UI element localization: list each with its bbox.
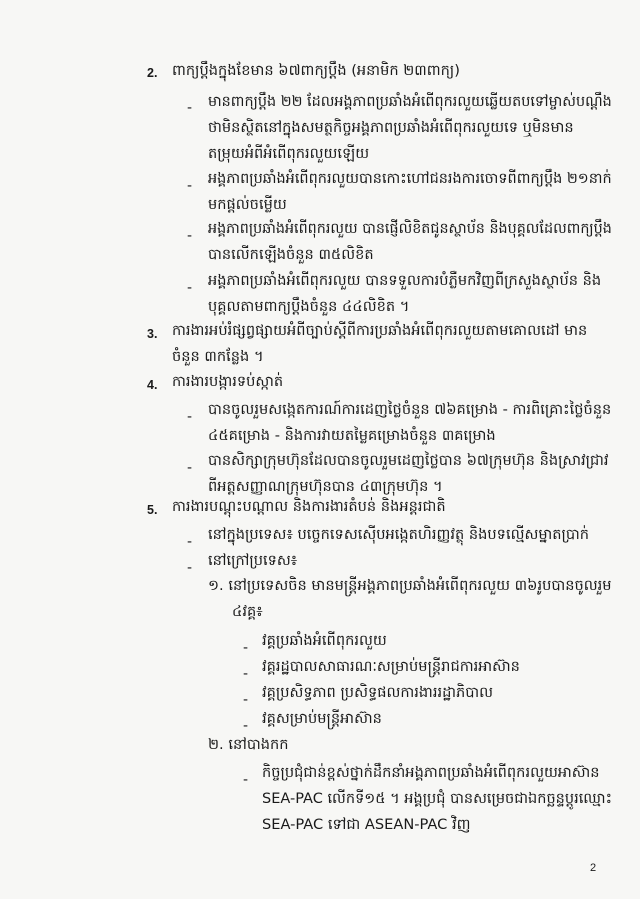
s2-bullet-1-line-2: ថាមិនស្ថិតនៅក្នុងសមត្ថកិច្ចអង្គភាពប្រឆាំងអំពើពុករលួយទេ ឬមិនមាន (208, 119, 574, 136)
bullet-dash: - (243, 692, 249, 708)
s4-bullet-1-line-2: ៤៥គម្រោង - និងការវាយតម្លៃគម្រោងចំនួន ៣គម្រោង (208, 427, 496, 444)
s2-bullet-2-line-1: អង្គភាពប្រឆាំងអំពើពុករលួយបានកោះហៅជនរងការចោទពីពាក្យប្តឹង ២១នាក់ (208, 170, 612, 187)
course-4: វគ្គសម្រាប់មន្ត្រីអាស៊ាន (262, 710, 382, 727)
s2-bullet-2-line-2: មកផ្តល់ចម្លើយ (208, 196, 287, 213)
bullet-dash: - (187, 460, 193, 476)
s4-bullet-1-line-1: បានចូលរួមសង្កេតការណ៍ការដេញថ្លៃចំនួន ៧៦គម្រោង - ការពិគ្រោះថ្លៃចំនួន (208, 401, 612, 418)
section-number-5: 5. (147, 503, 158, 517)
s5-bullet-abroad: នៅក្រៅប្រទេស៖ (208, 552, 298, 569)
s5-bullet-domestic: នៅក្នុងប្រទេស៖ បច្ចេកទេសស៊ើបអង្កេតហិរញ្ញវត្ថុ និងបទល្មើសម្នាតប្រាក់ (208, 526, 590, 543)
s2-bullet-3-line-2: បានលើកឡើងចំនួន ៣៥លិខិត (208, 246, 374, 263)
course-2: វគ្គរដ្ឋបាលសាធារណៈសម្រាប់មន្ត្រីរាជការអាស៊ាន (262, 658, 520, 675)
s2-bullet-3-line-1: អង្គភាពប្រឆាំងអំពើពុករលួយ បានផ្ញើលិខិតជូនស្ថាប័ន និងបុគ្គលដែលពាក្យប្តឹង (208, 220, 612, 237)
section-number-3: 3. (147, 327, 158, 341)
sub2-bullet-line-3: SEA-PAC ទៅជា ASEAN-PAC វិញ (262, 816, 471, 833)
s2-bullet-1-line-3: តម្រុយអំពីអំពើពុករលួយឡើយ (208, 145, 370, 162)
bullet-dash: - (187, 178, 193, 194)
bullet-dash: - (243, 772, 249, 788)
section-heading-2: ពាក្យប្តឹងក្នុងខែមាន ៦៧ពាក្យប្តឹង (អនាមិក ២៣ពាក្យ) (172, 62, 460, 79)
section-heading-3-line-2: ចំនួន ៣កន្លែង ។ (172, 348, 264, 365)
section-heading-3-line-1: ការងារអប់រំផ្សព្វផ្សាយអំពីច្បាប់ស្តីពីការប្រឆាំងអំពើពុករលួយតាមគោលដៅ មាន (172, 322, 588, 339)
sub2-bullet-line-1: កិច្ចប្រជុំជាន់ខ្ពស់ថ្នាក់ដឹកនាំអង្គភាពប្រឆាំងអំពើពុករលួយអាស៊ាន (262, 764, 600, 781)
section-heading-5: ការងារបណ្តុះបណ្តាល និងការងារតំបន់ និងអន្តរជាតិ (172, 498, 446, 515)
s2-bullet-4-line-2: បុគ្គលតាមពាក្យប្តឹងចំនួន ៤៤លិខិត ។ (208, 298, 410, 315)
bullet-dash: - (187, 100, 193, 116)
bullet-dash: - (243, 718, 249, 734)
page-number: 2 (590, 862, 597, 874)
s4-bullet-2-line-1: បានសិក្សាក្រុមហ៊ុនដែលបានចូលរួមដេញថ្លៃបាន ៦៧ក្រុមហ៊ុន និងស្រាវជ្រាវ (208, 452, 609, 469)
section-number-2: 2. (147, 66, 158, 80)
course-3: វគ្គប្រសិទ្ធភាព ប្រសិទ្ធផលការងាររដ្ឋាភិបាល (262, 684, 494, 701)
sub1-line-1: ១. នៅប្រទេសចិន មានមន្ត្រីអង្គភាពប្រឆាំងអំពើពុករលួយ ៣៦រូបបានចូលរួម (208, 577, 612, 594)
section-heading-4: ការងារបង្ការទប់ស្កាត់ (172, 373, 284, 390)
sub2-bullet-line-2: SEA-PAC លើកទី១៥ ។ អង្គប្រជុំ បានសម្រេចជាឯកច្ឆន្ទប្តូរឈ្មោះ (262, 790, 612, 807)
s2-bullet-1-line-1: មានពាក្យប្តឹង ២២ ដែលអង្គភាពប្រឆាំងអំពើពុករលួយឆ្លើយតបទៅម្ចាស់បណ្តឹង (208, 93, 612, 110)
s4-bullet-2-line-2: ពីអត្តសញ្ញាណក្រុមហ៊ុនបាន ៤៣ក្រុមហ៊ុន ។ (208, 478, 443, 495)
bullet-dash: - (243, 666, 249, 682)
sub1-line-2: ៤វគ្គ៖ (232, 603, 263, 620)
sub2-label: ២. នៅបាងកក (208, 736, 289, 753)
bullet-dash: - (187, 560, 193, 576)
bullet-dash: - (187, 280, 193, 296)
bullet-dash: - (187, 409, 193, 425)
section-number-4: 4. (147, 378, 158, 392)
s2-bullet-4-line-1: អង្គភាពប្រឆាំងអំពើពុករលួយ បានទទួលការបំភ្លឺមកវិញពីក្រសួងស្ថាប័ន និង (208, 272, 602, 289)
bullet-dash: - (187, 228, 193, 244)
bullet-dash: - (187, 534, 193, 550)
bullet-dash: - (243, 640, 249, 656)
course-1: វគ្គប្រឆាំងអំពើពុករលួយ (262, 632, 387, 649)
